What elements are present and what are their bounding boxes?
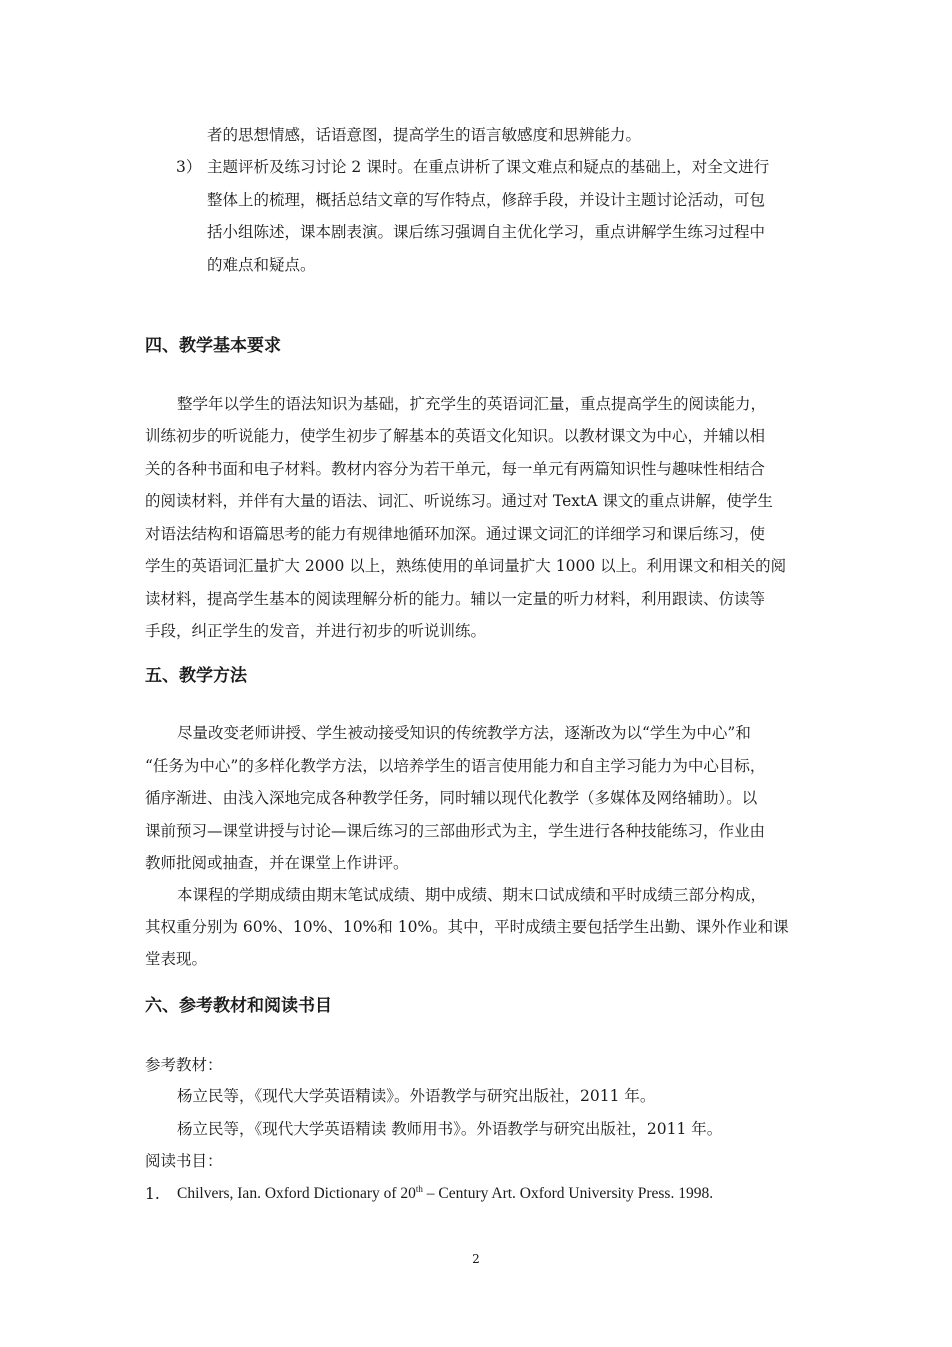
section-4-text-line: 读材料，提高学生基本的阅读理解分析的能力。辅以一定量的听力材料，利用跟读、仿读等 bbox=[145, 590, 766, 608]
section-6-heading: 六、参考教材和阅读书目 bbox=[145, 996, 332, 1016]
section-5-text-line: 其权重分别为 60%、10%、10%和 10%。其中，平时成绩主要包括学生出勤、课外作业和课 bbox=[145, 918, 789, 936]
list-item-3-line: 主题评析及练习讨论 2 课时。在重点讲析了课文难点和疑点的基础上，对全文进行 bbox=[207, 158, 770, 176]
section-5-text-line: 本课程的学期成绩由期末笔试成绩、期中成绩、期末口试成绩和平时成绩三部分构成， bbox=[177, 886, 767, 904]
list-item-3-marker: 3） bbox=[176, 158, 202, 176]
section-5-text-line: 循序渐进、由浅入深地完成各种教学任务，同时辅以现代化教学（多媒体及网络辅助）。以 bbox=[145, 789, 758, 807]
reading-item-number: 1. bbox=[145, 1185, 160, 1203]
reading-item-text-rest: – Century Art. Oxford University Press. 1998. bbox=[422, 1185, 714, 1202]
section-4-text-line: 关的各种书面和电子材料。教材内容分为若干单元，每一单元有两篇知识性与趣味性相结合 bbox=[145, 460, 766, 478]
textbook-label: 参考教材： bbox=[145, 1056, 223, 1074]
page-number: 2 bbox=[472, 1252, 480, 1266]
section-4-text-line: 对语法结构和语篇思考的能力有规律地循环加深。通过课文词汇的详细学习和课后练习，使 bbox=[145, 525, 766, 543]
reading-item-superscript: th bbox=[415, 1183, 423, 1194]
section-4-text-line: 整学年以学生的语法知识为基础，扩充学生的英语词汇量，重点提高学生的阅读能力， bbox=[177, 395, 767, 413]
section-4-text-line: 手段，纠正学生的发音，并进行初步的听说训练。 bbox=[145, 622, 487, 640]
textbook-entry: 杨立民等，《现代大学英语精读》。外语教学与研究出版社，2011 年。 bbox=[177, 1087, 656, 1105]
section-5-text-line: 尽量改变老师讲授、学生被动接受知识的传统教学方法，逐渐改为以“学生为中心”和 bbox=[177, 724, 751, 742]
section-4-text-line: 学生的英语词汇量扩大 2000 以上，熟练使用的单词量扩大 1000 以上。利用课文和相关的阅 bbox=[145, 557, 787, 575]
section-4-heading: 四、教学基本要求 bbox=[145, 336, 281, 356]
list-item-3-line: 整体上的梳理，概括总结文章的写作特点，修辞手段，并设计主题讨论活动，可包 bbox=[207, 191, 766, 209]
section-5-heading: 五、教学方法 bbox=[145, 666, 247, 686]
reading-item bbox=[177, 1184, 713, 1204]
list-item-2-continuation: 者的思想情感，话语意图，提高学生的语言敏感度和思辨能力。 bbox=[207, 126, 642, 144]
list-item-3-line: 的难点和疑点。 bbox=[207, 256, 316, 274]
section-5-text-line: “任务为中心”的多样化教学方法，以培养学生的语言使用能力和自主学习能力为中心目标， bbox=[145, 757, 766, 775]
section-5-text-line: 课前预习—课堂讲授与讨论—课后练习的三部曲形式为主，学生进行各种技能练习，作业由 bbox=[145, 822, 766, 840]
section-5-text-line: 教师批阅或抽查，并在课堂上作讲评。 bbox=[145, 854, 409, 872]
textbook-entry: 杨立民等，《现代大学英语精读 教师用书》。外语教学与研究出版社，2011 年。 bbox=[177, 1120, 723, 1138]
reading-list-label: 阅读书目： bbox=[145, 1152, 223, 1170]
section-4-text-line: 训练初步的听说能力，使学生初步了解基本的英语文化知识。以教材课文为中心，并辅以相 bbox=[145, 427, 766, 445]
list-item-3-line: 括小组陈述，课本剧表演。课后练习强调自主优化学习，重点讲解学生练习过程中 bbox=[207, 223, 766, 241]
reading-item-text: Chilvers, Ian. Oxford Dictionary of 20 bbox=[177, 1185, 416, 1202]
section-4-text-line: 的阅读材料，并伴有大量的语法、词汇、听说练习。通过对 TextA 课文的重点讲解，使学生 bbox=[145, 492, 773, 510]
section-5-text-line: 堂表现。 bbox=[145, 950, 208, 968]
